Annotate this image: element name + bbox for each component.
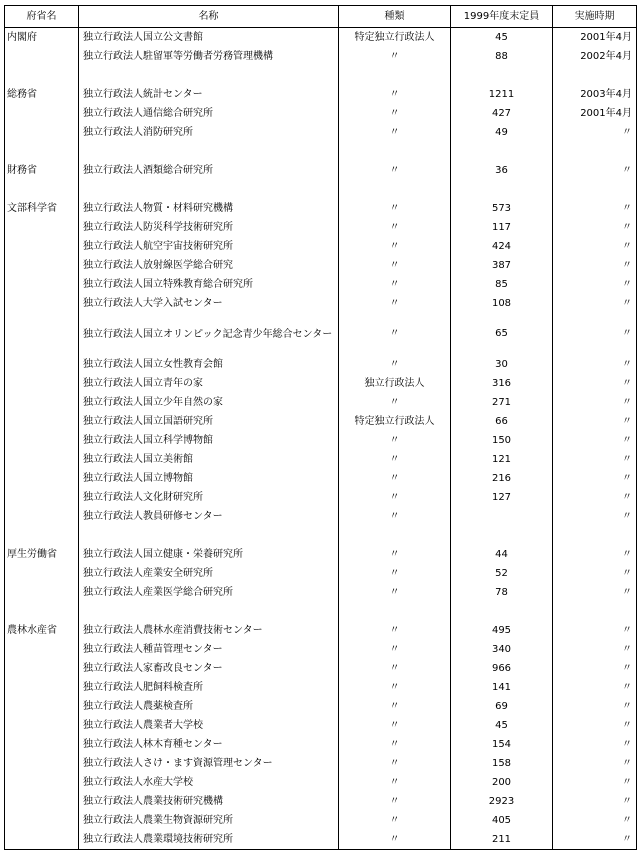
cell-type: 〃	[339, 161, 451, 180]
cell-staff: 211	[451, 830, 553, 850]
cell-name: 独立行政法人肥飼料検査所	[79, 678, 339, 697]
cell-name: 独立行政法人教員研修センター	[79, 507, 339, 526]
header-staff: 1999年度末定員	[451, 6, 553, 28]
cell-staff: 216	[451, 469, 553, 488]
cell-staff: 200	[451, 773, 553, 792]
cell-staff: 45	[451, 28, 553, 48]
cell-staff: 117	[451, 218, 553, 237]
cell-ministry	[5, 507, 79, 526]
cell-staff: 424	[451, 237, 553, 256]
cell-date: 2003年4月	[553, 85, 637, 104]
cell-date: 〃	[553, 640, 637, 659]
cell-date: 〃	[553, 716, 637, 735]
cell-staff: 495	[451, 621, 553, 640]
cell-type: 〃	[339, 811, 451, 830]
cell-date: 〃	[553, 488, 637, 507]
cell-date: 〃	[553, 199, 637, 218]
table-row	[5, 678, 637, 697]
cell-type: 特定独立行政法人	[339, 28, 451, 48]
cell-name: 独立行政法人文化財研究所	[79, 488, 339, 507]
cell-type: 〃	[339, 583, 451, 602]
cell-date: 〃	[553, 256, 637, 275]
spacer-row	[5, 526, 637, 545]
cell-type	[339, 526, 451, 545]
header-type: 種類	[339, 6, 451, 28]
cell-type: 〃	[339, 507, 451, 526]
cell-ministry	[5, 237, 79, 256]
cell-staff: 966	[451, 659, 553, 678]
cell-ministry	[5, 104, 79, 123]
cell-staff: 150	[451, 431, 553, 450]
table-row	[5, 237, 637, 256]
cell-date: 〃	[553, 412, 637, 431]
cell-type: 〃	[339, 830, 451, 850]
cell-staff: 36	[451, 161, 553, 180]
cell-date: 〃	[553, 678, 637, 697]
table-row	[5, 450, 637, 469]
cell-name: 独立行政法人国立科学博物館	[79, 431, 339, 450]
cell-name: 独立行政法人国立博物館	[79, 469, 339, 488]
cell-type: 〃	[339, 256, 451, 275]
cell-ministry	[5, 123, 79, 142]
table-row	[5, 218, 637, 237]
cell-date: 2002年4月	[553, 47, 637, 66]
cell-type: 〃	[339, 754, 451, 773]
cell-name: 独立行政法人統計センター	[79, 85, 339, 104]
cell-date	[553, 526, 637, 545]
cell-type: 〃	[339, 659, 451, 678]
cell-date: 〃	[553, 697, 637, 716]
cell-date: 〃	[553, 431, 637, 450]
cell-name	[79, 66, 339, 85]
cell-name: 独立行政法人航空宇宙技術研究所	[79, 237, 339, 256]
table-row	[5, 507, 637, 526]
cell-date: 〃	[553, 355, 637, 374]
cell-staff: 66	[451, 412, 553, 431]
cell-date: 〃	[553, 773, 637, 792]
cell-ministry: 厚生労働省	[5, 545, 79, 564]
cell-name	[79, 142, 339, 161]
cell-type: 〃	[339, 640, 451, 659]
cell-ministry	[5, 583, 79, 602]
cell-staff	[451, 526, 553, 545]
cell-ministry	[5, 602, 79, 621]
cell-ministry	[5, 773, 79, 792]
table-row	[5, 47, 637, 66]
cell-type: 〃	[339, 104, 451, 123]
cell-staff: 45	[451, 716, 553, 735]
cell-date	[553, 66, 637, 85]
cell-name: 独立行政法人産業医学総合研究所	[79, 583, 339, 602]
cell-name: 独立行政法人酒類総合研究所	[79, 161, 339, 180]
cell-type	[339, 66, 451, 85]
table-row	[5, 469, 637, 488]
cell-staff: 316	[451, 374, 553, 393]
cell-date: 2001年4月	[553, 28, 637, 48]
table-row	[5, 716, 637, 735]
cell-name: 独立行政法人国立オリンピック記念青少年総合センター	[79, 313, 339, 355]
table-row	[5, 104, 637, 123]
cell-ministry	[5, 678, 79, 697]
cell-type: 〃	[339, 313, 451, 355]
cell-type: 〃	[339, 678, 451, 697]
cell-staff: 573	[451, 199, 553, 218]
cell-name: 独立行政法人駐留軍等労働者労務管理機構	[79, 47, 339, 66]
cell-ministry	[5, 564, 79, 583]
cell-ministry	[5, 526, 79, 545]
cell-ministry	[5, 412, 79, 431]
cell-name	[79, 180, 339, 199]
cell-staff: 2923	[451, 792, 553, 811]
cell-name: 独立行政法人水産大学校	[79, 773, 339, 792]
cell-staff: 141	[451, 678, 553, 697]
header-row	[5, 6, 637, 28]
table-row	[5, 659, 637, 678]
cell-type: 〃	[339, 735, 451, 754]
cell-type: 独立行政法人	[339, 374, 451, 393]
table-row	[5, 792, 637, 811]
cell-name: 独立行政法人家畜改良センター	[79, 659, 339, 678]
cell-type: 〃	[339, 621, 451, 640]
cell-staff: 387	[451, 256, 553, 275]
cell-ministry: 総務省	[5, 85, 79, 104]
cell-name	[79, 526, 339, 545]
cell-name: 独立行政法人さけ・ます資源管理センター	[79, 754, 339, 773]
cell-staff: 52	[451, 564, 553, 583]
cell-type: 〃	[339, 792, 451, 811]
table-row	[5, 199, 637, 218]
cell-staff: 1211	[451, 85, 553, 104]
cell-type: 〃	[339, 773, 451, 792]
table-row	[5, 811, 637, 830]
cell-staff: 121	[451, 450, 553, 469]
cell-type: 〃	[339, 218, 451, 237]
cell-staff	[451, 142, 553, 161]
cell-staff: 108	[451, 294, 553, 313]
cell-ministry	[5, 275, 79, 294]
cell-name: 独立行政法人農林水産消費技術センター	[79, 621, 339, 640]
cell-date	[553, 142, 637, 161]
table-row	[5, 773, 637, 792]
table-body	[5, 28, 637, 850]
cell-date: 〃	[553, 811, 637, 830]
table-row	[5, 161, 637, 180]
cell-staff: 65	[451, 313, 553, 355]
cell-ministry	[5, 735, 79, 754]
cell-ministry	[5, 450, 79, 469]
cell-staff: 85	[451, 275, 553, 294]
cell-ministry	[5, 294, 79, 313]
cell-staff: 88	[451, 47, 553, 66]
cell-name: 独立行政法人物質・材料研究機構	[79, 199, 339, 218]
cell-type: 〃	[339, 545, 451, 564]
cell-ministry	[5, 313, 79, 355]
cell-date: 〃	[553, 830, 637, 850]
cell-date: 〃	[553, 450, 637, 469]
cell-name: 独立行政法人国立少年自然の家	[79, 393, 339, 412]
cell-date: 〃	[553, 545, 637, 564]
cell-type: 〃	[339, 393, 451, 412]
cell-ministry	[5, 792, 79, 811]
table-row	[5, 294, 637, 313]
cell-ministry	[5, 256, 79, 275]
cell-staff: 271	[451, 393, 553, 412]
cell-ministry	[5, 830, 79, 850]
cell-ministry	[5, 66, 79, 85]
spacer-row	[5, 602, 637, 621]
table-row	[5, 393, 637, 412]
cell-name: 独立行政法人放射線医学総合研究	[79, 256, 339, 275]
cell-ministry	[5, 659, 79, 678]
table-row	[5, 412, 637, 431]
cell-staff	[451, 180, 553, 199]
cell-staff	[451, 602, 553, 621]
cell-ministry: 文部科学省	[5, 199, 79, 218]
cell-staff	[451, 507, 553, 526]
cell-staff: 158	[451, 754, 553, 773]
cell-name: 独立行政法人国立美術館	[79, 450, 339, 469]
cell-type: 〃	[339, 199, 451, 218]
cell-staff: 427	[451, 104, 553, 123]
cell-name: 独立行政法人林木育種センター	[79, 735, 339, 754]
spacer-row	[5, 66, 637, 85]
cell-date	[553, 602, 637, 621]
cell-date	[553, 180, 637, 199]
cell-name: 独立行政法人防災科学技術研究所	[79, 218, 339, 237]
cell-date: 〃	[553, 123, 637, 142]
spacer-row	[5, 142, 637, 161]
cell-type: 〃	[339, 275, 451, 294]
cell-date: 〃	[553, 583, 637, 602]
cell-type: 〃	[339, 123, 451, 142]
cell-type: 〃	[339, 488, 451, 507]
cell-staff: 340	[451, 640, 553, 659]
table-row	[5, 313, 637, 355]
cell-type: 特定独立行政法人	[339, 412, 451, 431]
cell-ministry	[5, 355, 79, 374]
cell-name: 独立行政法人国立女性教育会館	[79, 355, 339, 374]
cell-date: 〃	[553, 294, 637, 313]
cell-name: 独立行政法人農業環境技術研究所	[79, 830, 339, 850]
table-row	[5, 431, 637, 450]
cell-ministry	[5, 431, 79, 450]
cell-staff: 44	[451, 545, 553, 564]
table-row	[5, 545, 637, 564]
table-row	[5, 85, 637, 104]
cell-name: 独立行政法人大学入試センター	[79, 294, 339, 313]
cell-ministry	[5, 218, 79, 237]
cell-ministry: 財務省	[5, 161, 79, 180]
cell-type: 〃	[339, 450, 451, 469]
cell-name: 独立行政法人農薬検査所	[79, 697, 339, 716]
cell-type: 〃	[339, 294, 451, 313]
cell-staff: 405	[451, 811, 553, 830]
cell-date: 〃	[553, 564, 637, 583]
cell-name: 独立行政法人国立健康・栄養研究所	[79, 545, 339, 564]
cell-date: 〃	[553, 161, 637, 180]
cell-staff: 30	[451, 355, 553, 374]
cell-type: 〃	[339, 47, 451, 66]
cell-name: 独立行政法人国立特殊教育総合研究所	[79, 275, 339, 294]
table-row	[5, 28, 637, 48]
cell-ministry: 農林水産省	[5, 621, 79, 640]
table-row	[5, 583, 637, 602]
cell-date: 〃	[553, 792, 637, 811]
table-row	[5, 123, 637, 142]
cell-date: 〃	[553, 374, 637, 393]
cell-ministry	[5, 180, 79, 199]
cell-date: 2001年4月	[553, 104, 637, 123]
header-ministry: 府省名	[5, 6, 79, 28]
table-row	[5, 256, 637, 275]
cell-date: 〃	[553, 393, 637, 412]
header-date: 実施時期	[553, 6, 637, 28]
cell-name	[79, 602, 339, 621]
cell-type: 〃	[339, 716, 451, 735]
cell-date: 〃	[553, 507, 637, 526]
table-row	[5, 640, 637, 659]
agencies-table	[4, 5, 637, 850]
cell-ministry	[5, 488, 79, 507]
cell-ministry	[5, 640, 79, 659]
cell-date: 〃	[553, 469, 637, 488]
table-row	[5, 621, 637, 640]
cell-date: 〃	[553, 218, 637, 237]
table-row	[5, 735, 637, 754]
cell-ministry	[5, 469, 79, 488]
table-row	[5, 275, 637, 294]
cell-date: 〃	[553, 237, 637, 256]
cell-type: 〃	[339, 85, 451, 104]
cell-date: 〃	[553, 275, 637, 294]
cell-type: 〃	[339, 697, 451, 716]
cell-date: 〃	[553, 659, 637, 678]
header-name: 名称	[79, 6, 339, 28]
cell-name: 独立行政法人通信総合研究所	[79, 104, 339, 123]
cell-ministry	[5, 393, 79, 412]
table-row	[5, 830, 637, 850]
cell-name: 独立行政法人種苗管理センター	[79, 640, 339, 659]
cell-name: 独立行政法人国立国語研究所	[79, 412, 339, 431]
cell-type: 〃	[339, 469, 451, 488]
cell-name: 独立行政法人国立公文書館	[79, 28, 339, 48]
cell-ministry	[5, 716, 79, 735]
cell-date: 〃	[553, 754, 637, 773]
cell-type	[339, 180, 451, 199]
cell-staff: 78	[451, 583, 553, 602]
table-row	[5, 374, 637, 393]
cell-type	[339, 142, 451, 161]
cell-staff: 49	[451, 123, 553, 142]
cell-name: 独立行政法人農業技術研究機構	[79, 792, 339, 811]
cell-name: 独立行政法人産業安全研究所	[79, 564, 339, 583]
table-row	[5, 488, 637, 507]
cell-ministry	[5, 47, 79, 66]
table-row	[5, 754, 637, 773]
table-row	[5, 355, 637, 374]
cell-name: 独立行政法人消防研究所	[79, 123, 339, 142]
cell-name: 独立行政法人農業者大学校	[79, 716, 339, 735]
cell-staff: 69	[451, 697, 553, 716]
cell-type: 〃	[339, 431, 451, 450]
cell-name: 独立行政法人農業生物資源研究所	[79, 811, 339, 830]
cell-ministry: 内閣府	[5, 28, 79, 48]
cell-name: 独立行政法人国立青年の家	[79, 374, 339, 393]
cell-type: 〃	[339, 564, 451, 583]
cell-staff: 154	[451, 735, 553, 754]
cell-staff	[451, 66, 553, 85]
cell-ministry	[5, 142, 79, 161]
cell-ministry	[5, 374, 79, 393]
cell-type	[339, 602, 451, 621]
cell-type: 〃	[339, 355, 451, 374]
cell-type: 〃	[339, 237, 451, 256]
cell-ministry	[5, 811, 79, 830]
cell-ministry	[5, 697, 79, 716]
cell-date: 〃	[553, 621, 637, 640]
cell-staff: 127	[451, 488, 553, 507]
cell-ministry	[5, 754, 79, 773]
table-row	[5, 697, 637, 716]
cell-date: 〃	[553, 313, 637, 355]
spacer-row	[5, 180, 637, 199]
table-row	[5, 564, 637, 583]
cell-date: 〃	[553, 735, 637, 754]
